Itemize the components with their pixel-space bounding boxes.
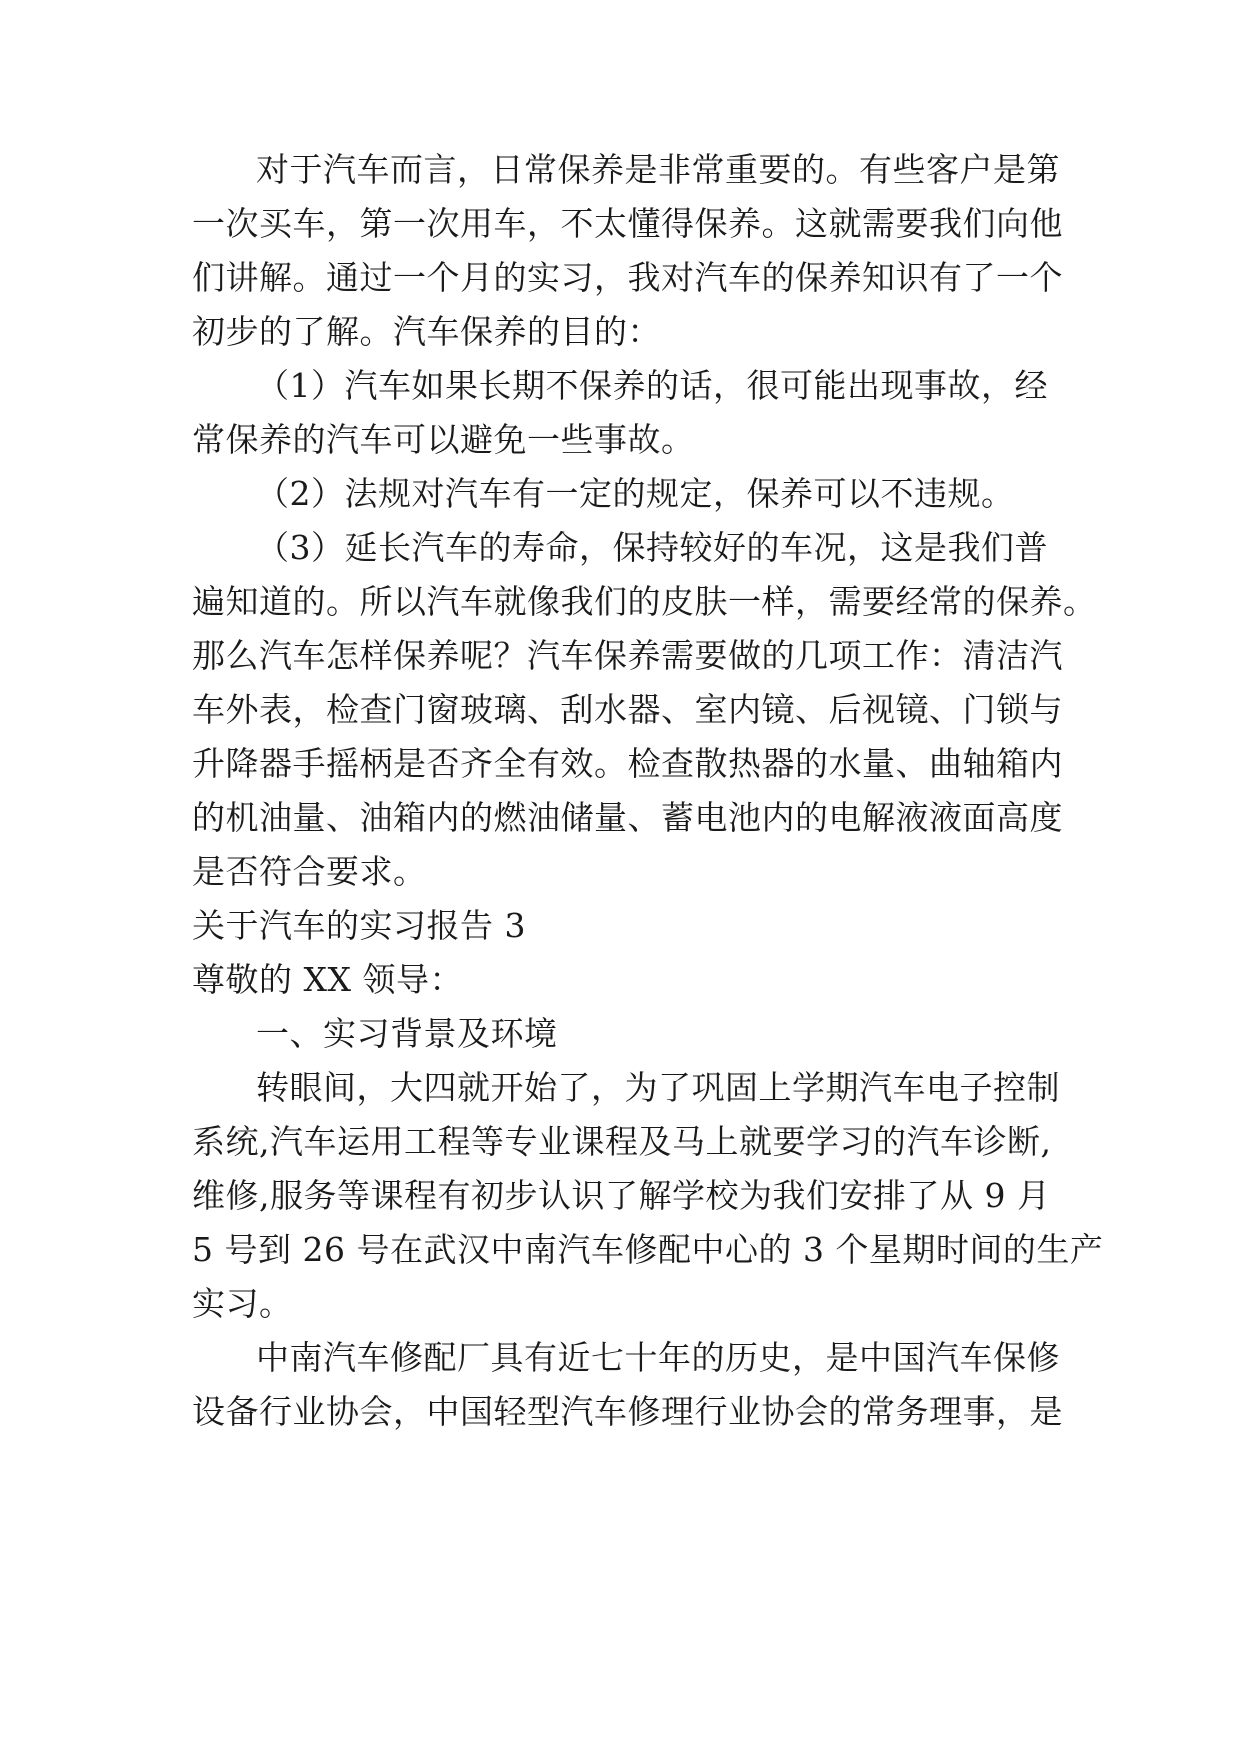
paragraph-line: 设备行业协会，中国轻型汽车修理行业协会的常务理事，是 <box>192 1392 1063 1431</box>
paragraph-line: 遍知道的。所以汽车就像我们的皮肤一样，需要经常的保养。 <box>192 582 1097 621</box>
list-item-line: 常保养的汽车可以避免一些事故。 <box>192 420 695 459</box>
paragraph-line: 车外表，检查门窗玻璃、刮水器、室内镜、后视镜、门锁与 <box>192 690 1063 729</box>
paragraph-line: 转眼间，大四就开始了，为了巩固上学期汽车电子控制 <box>256 1068 1060 1107</box>
salutation: 尊敬的 XX 领导： <box>192 960 463 999</box>
paragraph-line: 系统,汽车运用工程等专业课程及马上就要学习的汽车诊断, <box>192 1122 1052 1161</box>
paragraph-line: 一次买车，第一次用车，不太懂得保养。这就需要我们向他 <box>192 204 1063 243</box>
list-item-line: （3）延长汽车的寿命，保持较好的车况，这是我们普 <box>256 528 1048 567</box>
paragraph-line: 实习。 <box>192 1284 293 1323</box>
paragraph-line: 们讲解。通过一个月的实习，我对汽车的保养知识有了一个 <box>192 258 1063 297</box>
list-item-line: （2）法规对汽车有一定的规定，保养可以不违规。 <box>256 474 1015 513</box>
paragraph-line: 是否符合要求。 <box>192 852 427 891</box>
paragraph-line: 初步的了解。汽车保养的目的： <box>192 312 661 351</box>
paragraph-line: 中南汽车修配厂具有近七十年的历史，是中国汽车保修 <box>256 1338 1060 1377</box>
paragraph-line: 对于汽车而言，日常保养是非常重要的。有些客户是第 <box>256 150 1060 189</box>
paragraph-line: 维修,服务等课程有初步认识了解学校为我们安排了从 9 月 <box>192 1176 1051 1215</box>
list-item-line: （1）汽车如果长期不保养的话，很可能出现事故，经 <box>256 366 1048 405</box>
paragraph-line: 5 号到 26 号在武汉中南汽车修配中心的 3 个星期时间的生产 <box>192 1230 1104 1269</box>
paragraph-line: 那么汽车怎样保养呢？汽车保养需要做的几项工作：清洁汽 <box>192 636 1063 675</box>
section-heading: 一、实习背景及环境 <box>256 1014 558 1053</box>
section-title: 关于汽车的实习报告 3 <box>192 906 526 945</box>
paragraph-line: 升降器手摇柄是否齐全有效。检查散热器的水量、曲轴箱内 <box>192 744 1063 783</box>
paragraph-line: 的机油量、油箱内的燃油储量、蓄电池内的电解液液面高度 <box>192 798 1063 837</box>
